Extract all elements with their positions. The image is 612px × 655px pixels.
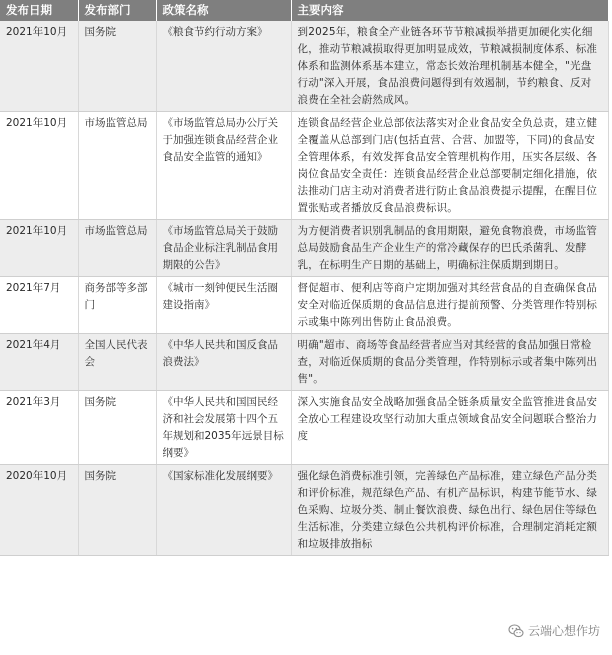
cell-content: 到2025年，粮食全产业链各环节节粮减损举措更加硬化实化细化，推动节粮减损取得更加明显成效，节粮减损制度体系、标准体系和监测体系基本建立，常态长效治理机制基本健全，"光盘行动"深入开展，食品浪费问题得到有效遏制，节约粮食、反对浪费在全社会蔚然成风。 <box>291 21 608 112</box>
cell-date: 2021年10月 <box>0 220 78 277</box>
wechat-icon <box>508 623 524 639</box>
table-row <box>0 21 608 112</box>
cell-policy-name: 《中华人民共和国国民经济和社会发展第十四个五年规划和2035年远景目标纲要》 <box>156 391 291 465</box>
cell-policy-name: 《粮食节约行动方案》 <box>156 21 291 112</box>
cell-content: 督促超市、便利店等商户定期加强对其经营食品的自查确保食品安全对临近保质期的食品信息进行提前预警、分类管理作特别标示或集中陈列出售防止食品浪费。 <box>291 277 608 334</box>
cell-department: 国务院 <box>78 21 156 112</box>
cell-department: 国务院 <box>78 465 156 556</box>
cell-date: 2021年10月 <box>0 112 78 220</box>
cell-content: 明确"超市、商场等食品经营者应当对其经营的食品加强日常检查，对临近保质期的食品分类管理，作特别标示或者集中陈列出售"。 <box>291 334 608 391</box>
cell-policy-name: 《城市一刻钟便民生活圈建设指南》 <box>156 277 291 334</box>
cell-department: 市场监管总局 <box>78 220 156 277</box>
table-row <box>0 277 608 334</box>
cell-date: 2021年3月 <box>0 391 78 465</box>
table-row <box>0 465 608 556</box>
cell-policy-name: 《市场监管总局办公厅关于加强连锁食品经营企业食品安全监管的通知》 <box>156 112 291 220</box>
watermark-text: 云端心想作坊 <box>527 624 600 638</box>
table-header-row <box>0 0 608 21</box>
header-policy-name: 政策名称 <box>156 0 291 21</box>
header-date: 发布日期 <box>0 0 78 21</box>
cell-department: 全国人民代表会 <box>78 334 156 391</box>
cell-date: 2021年10月 <box>0 21 78 112</box>
cell-date: 2020年10月 <box>0 465 78 556</box>
table-row <box>0 112 608 220</box>
cell-department: 商务部等多部门 <box>78 277 156 334</box>
cell-content: 连锁食品经营企业总部依法落实对企业食品安全负总责，建立健全覆盖从总部到门店(包括直营、合营、加盟等，下同)的食品安全管理体系，有效发挥食品安全管理机构作用，压实各层级、各岗位食品安全责任：连锁食品经营企业总部要制定细化措施，依法推动门店主动对消费者进行防止食品浪费提示提醒，在醒目位置张贴或者播放反食品浪费标识。 <box>291 112 608 220</box>
table-row <box>0 220 608 277</box>
table-row <box>0 334 608 391</box>
cell-department: 国务院 <box>78 391 156 465</box>
header-department: 发布部门 <box>78 0 156 21</box>
cell-policy-name: 《国家标准化发展纲要》 <box>156 465 291 556</box>
cell-policy-name: 《中华人民共和国反食品浪费法》 <box>156 334 291 391</box>
cell-department: 市场监管总局 <box>78 112 156 220</box>
cell-content: 强化绿色消费标准引领，完善绿色产品标准，建立绿色产品分类和评价标准，规范绿色产品、有机产品标识，构建节能节水、绿色采购、垃圾分类、制止餐饮浪费、绿色出行、绿色居住等绿色生活标准，分类建立绿色公共机构评价标准，合理制定消耗定额和垃圾排放指标 <box>291 465 608 556</box>
header-content: 主要内容 <box>291 0 608 21</box>
cell-date: 2021年4月 <box>0 334 78 391</box>
table-row <box>0 391 608 465</box>
cell-content: 深入实施食品安全战略加强食品全链条质量安全监管推进食品安全放心工程建设攻坚行动加大重点领域食品安全问题联合整治力度 <box>291 391 608 465</box>
cell-content: 为方便消费者识别乳制品的食用期限，避免食物浪费，市场监管总局鼓励食品生产企业生产的常冷藏保存的巴氏杀菌乳、发酵乳，在标明生产日期的基础上，明确标注保质期到期日。 <box>291 220 608 277</box>
cell-policy-name: 《市场监管总局关于鼓励食品企业标注乳制品食用期限的公告》 <box>156 220 291 277</box>
cell-date: 2021年7月 <box>0 277 78 334</box>
watermark <box>508 622 600 639</box>
